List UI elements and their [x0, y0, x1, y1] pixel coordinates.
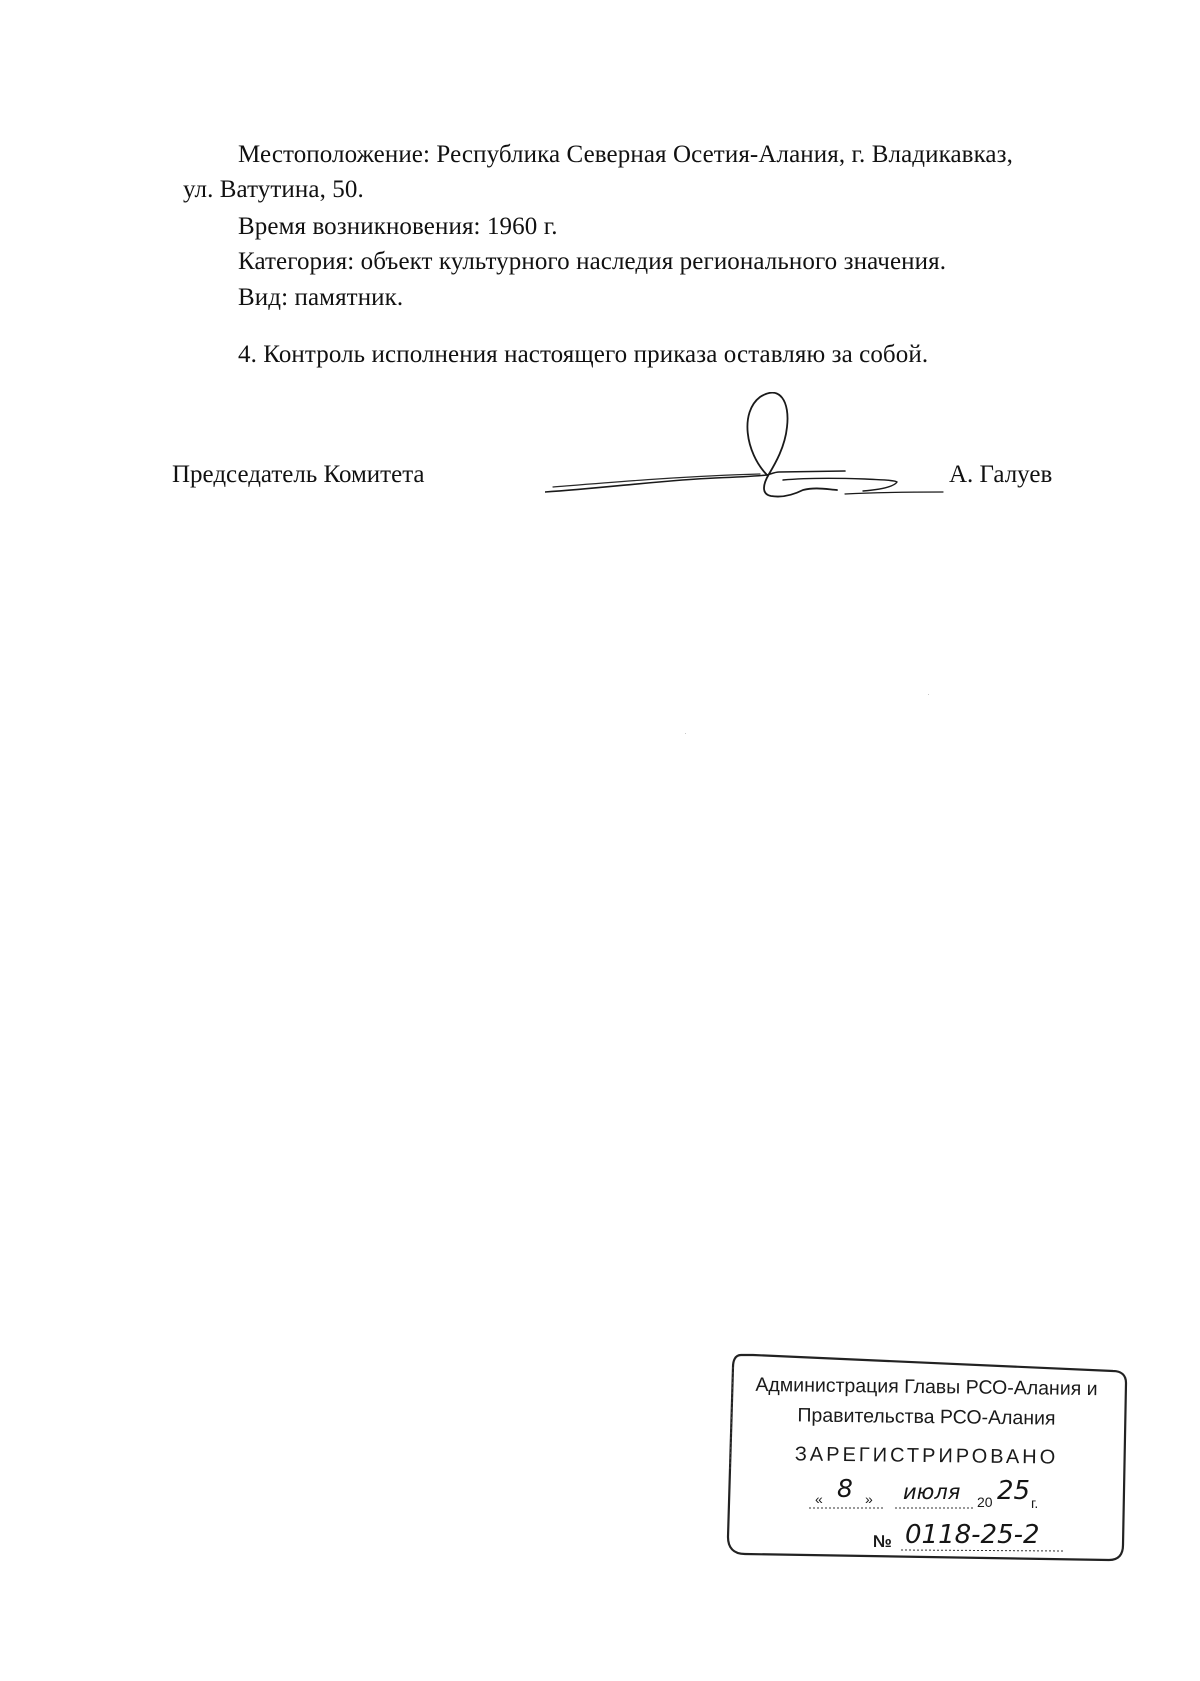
date-day: 8: [837, 1474, 853, 1503]
control-clause: 4. Контроль исполнения настоящего приказа оставляю за собой.: [238, 341, 929, 368]
type-line: Вид: памятник.: [238, 284, 404, 311]
signer-title: Председатель Комитета: [172, 461, 425, 488]
stamp-organization-line1: Администрация Главы РСО-Алания и: [755, 1373, 1098, 1401]
number-label: №: [873, 1532, 892, 1551]
date-quote-open: «: [815, 1491, 823, 1507]
location-line: Местоположение: Республика Северная Осетия-Алания, г. Владикавказ,: [238, 141, 1013, 168]
stamp-date-and-number: [725, 1471, 1128, 1563]
stamp-registered-label: ЗАРЕГИСТРИРОВАНО: [794, 1443, 1059, 1469]
registration-stamp: [725, 1349, 1128, 1564]
date-year: 25: [997, 1476, 1031, 1506]
scan-artifact: [685, 733, 686, 734]
date-year-suffix: г.: [1031, 1495, 1039, 1511]
origin-time-line: Время возникновения: 1960 г.: [238, 213, 558, 240]
category-line: Категория: объект культурного наследия регионального значения.: [238, 248, 947, 275]
registration-number: 0118-25-2: [905, 1520, 1040, 1550]
date-year-prefix: 20: [977, 1494, 993, 1510]
stamp-organization-line2: Правительства РСО-Алания: [797, 1404, 1056, 1430]
date-month: июля: [903, 1480, 961, 1504]
scan-artifact: [928, 694, 929, 695]
handwritten-signature: [545, 392, 945, 507]
address-line: ул. Ватутина, 50.: [183, 176, 364, 203]
date-quote-close: »: [865, 1491, 873, 1507]
signer-name: А. Галуев: [949, 461, 1053, 488]
